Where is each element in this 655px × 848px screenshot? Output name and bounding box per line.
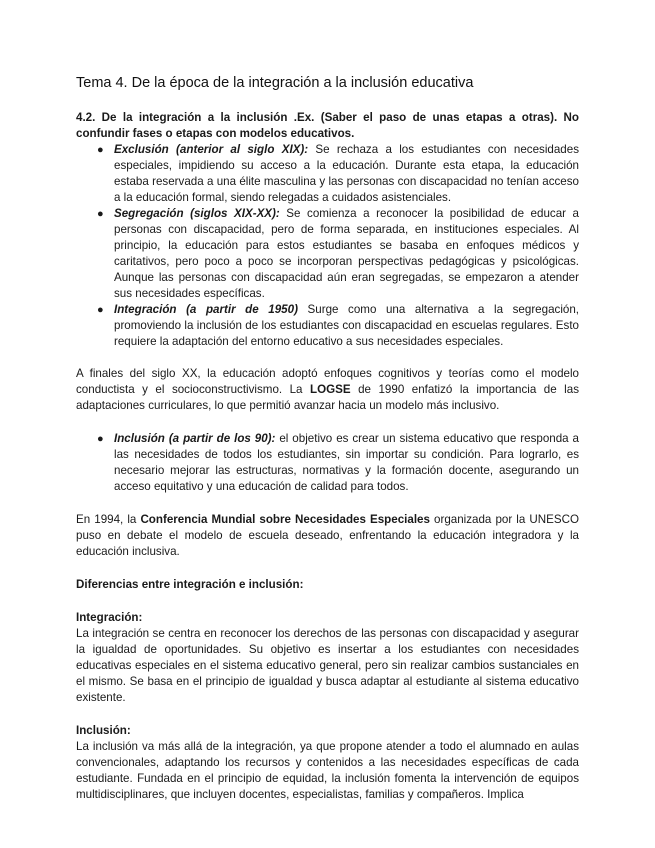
unesco-text-after: organizada por la UNESCO puso en debate el modelo de escuela deseado, enfrentando la educación integradora y la educación inclusiva.: [76, 513, 579, 558]
paragraph-unesco: [76, 512, 579, 560]
integracion-paragraph: La integración se centra en reconocer los derechos de las personas con discapacidad y asegurar la igualdad de oportunidades. Su objetivo es insertar a los estudiantes con necesidades educativas especiales en el sistema educativo general, pero sin realizar cambios sustanciales en el mismo. Se basa en el principio de igualdad y busca adaptar al estudiante al sistema educativo existente.: [76, 627, 579, 704]
text-segregacion: Se comienza a reconocer la posibilidad de educar a personas con discapacidad, pero de forma separada, en instituciones especiales. Al principio, la educación para estos estudiantes se basaba en enfoques médicos y caritativos, pero poco a poco se incorporan perspectivas pedagógicas y psicológicas. Aunque las personas con discapacidad aún eran segregadas, se empezaron a atender sus necesidades específicas.: [114, 207, 579, 300]
term-segregacion: Segregación (siglos XIX-XX):: [114, 207, 280, 220]
term-integracion: Integración (a partir de 1950): [114, 303, 298, 316]
inclusion-list: [76, 431, 579, 495]
bullet-icon: ●: [97, 433, 104, 445]
text-inclusion: el objetivo es crear un sistema educativo que responda a las necesidades de todos los estudiantes, sin importar su condición. Para lograrlo, es necesario mejorar las estructuras, normativas y la formación docente, asegurando un acceso equitativo y una educación de calidad para todos.: [114, 432, 579, 493]
list-item-inclusion: [97, 431, 579, 495]
inclusion-heading: Inclusión:: [76, 724, 131, 737]
document-title: Tema 4. De la época de la integración a la inclusión educativa: [76, 75, 474, 91]
logse-bold: LOGSE: [310, 383, 351, 396]
integracion-heading: Integración:: [76, 611, 143, 624]
term-exclusion: Exclusión (anterior al siglo XIX):: [114, 143, 309, 156]
unesco-bold: Conferencia Mundial sobre Necesidades Especiales: [140, 513, 430, 526]
section-heading-4-2: 4.2. De la integración a la inclusión .Ex. (Saber el paso de unas etapas a otras). No confundir fases o etapas con modelos educativos.: [76, 111, 579, 140]
text-exclusion: Se rechaza a los estudiantes con necesidades especiales, impidiendo su acceso a la educación. Durante esta etapa, la educación estaba reservada a una élite masculina y las personas con discapacidad no tenían acceso a la educación formal, siendo relegadas a cuidados asistenciales.: [114, 143, 579, 204]
list-item-segregacion: [97, 206, 579, 302]
differences-heading: Diferencias entre integración e inclusión:: [76, 578, 304, 591]
logse-text-after: de 1990 enfatizó la importancia de las adaptaciones curriculares, lo que permitió avanzar hacia un modelo más inclusivo.: [76, 383, 579, 412]
bullet-icon: ●: [97, 304, 104, 316]
logse-text-before: A finales del siglo XX, la educación adoptó enfoques cognitivos y teorías como el modelo conductista y el socioconstructivismo. La: [76, 367, 579, 396]
stages-list: [76, 142, 579, 350]
document-page: [76, 74, 579, 803]
inclusion-paragraph: La inclusión va más allá de la integración, ya que propone atender a todo el alumnado en aulas convencionales, adaptando los recursos y contenidos a las necesidades específicas de cada estudiante. Fundada en el principio de equidad, la inclusión fomenta la intervención de equipos multidisciplinares, que incluyen docentes, especialistas, familias y compañeros. Implica: [76, 740, 579, 801]
bullet-icon: ●: [97, 208, 104, 220]
list-item-exclusion: [97, 142, 579, 206]
bullet-icon: ●: [97, 144, 104, 156]
list-item-integracion: [97, 302, 580, 350]
unesco-text-before: En 1994, la: [76, 513, 141, 526]
text-integracion: Surge como una alternativa a la segregación, promoviendo la inclusión de los estudiantes con discapacidad en escuelas regulares. Esto requiere la adaptación del entorno educativo a sus necesidades especiales.: [114, 303, 580, 348]
paragraph-logse: [76, 366, 579, 414]
term-inclusion: Inclusión (a partir de los 90):: [114, 432, 276, 445]
